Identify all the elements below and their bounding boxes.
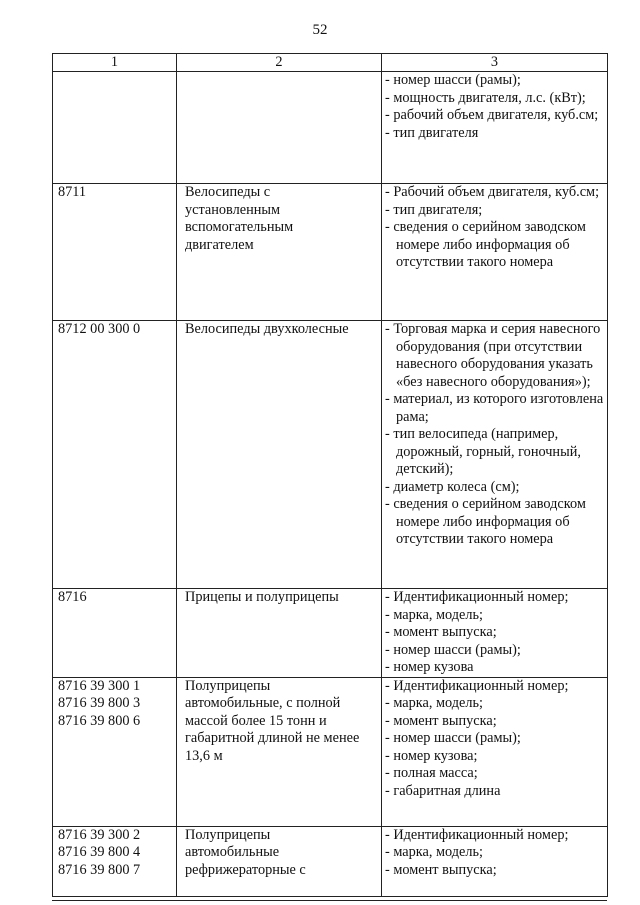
required-info-item: - номер шасси (рамы); (385, 641, 521, 658)
required-info-cell (382, 72, 608, 184)
required-info-item: - полная масса; (385, 765, 478, 781)
table-row (53, 826, 608, 896)
table-row (53, 589, 608, 678)
required-info-item: - габаритная длина (385, 782, 501, 799)
hs-code-cell (53, 184, 177, 321)
goods-name-line: двигателем (185, 236, 254, 253)
required-info-item: - момент выпуска; (385, 712, 497, 729)
table-row (53, 677, 608, 826)
required-info-item: - марка, модель; (385, 606, 484, 623)
goods-name-line: 13,6 м (185, 747, 223, 764)
goods-name-line: Прицепы и полуприцепы (185, 589, 339, 605)
goods-name-cell (177, 589, 382, 678)
goods-name-line: автомобильные, с полной (185, 695, 341, 711)
hs-code: 8716 39 300 1 (58, 677, 141, 694)
required-info-item: - марка, модель; (385, 695, 484, 711)
goods-name-line: габаритной длиной не менее (185, 730, 360, 746)
page-number: 52 (312, 22, 328, 38)
hs-code-cell (53, 826, 177, 896)
required-info-item: - номер шасси (рамы); (385, 72, 521, 88)
goods-name-line: установленным (185, 201, 281, 218)
required-info-item: - материал, из которого изготовлена рама; (385, 391, 604, 425)
hs-code-cell (53, 589, 177, 678)
hs-code: 8716 39 800 4 (58, 844, 141, 860)
goods-name-line: Полуприцепы (185, 677, 271, 694)
hs-code: 8716 (58, 589, 87, 605)
goods-name-cell (177, 321, 382, 589)
header-col-3: 3 (382, 54, 608, 72)
goods-name-cell (177, 677, 382, 826)
required-info-item: - Рабочий объем двигателя, куб.см; (385, 184, 600, 200)
table-row (53, 184, 608, 321)
required-info-item: - сведения о серийном заводском номере либо информация об отсутствии такого номера (385, 219, 586, 270)
required-info-item: - номер шасси (рамы); (385, 730, 521, 746)
goods-name-line: рефрижераторные с (185, 861, 306, 878)
required-info-cell (382, 589, 608, 678)
required-info-item: - тип двигателя (385, 124, 479, 141)
required-info-item: - Идентификационный номер; (385, 677, 569, 694)
table-row (53, 72, 608, 184)
required-info-item: - Идентификационный номер; (385, 589, 569, 605)
hs-code: 8711 (58, 184, 87, 200)
required-info-item: - номер кузова (385, 659, 474, 675)
hs-code-cell (53, 677, 177, 826)
required-info-item: - тип двигателя; (385, 201, 483, 218)
required-info-item: - сведения о серийном заводском номере либо информация об отсутствии такого номера (385, 496, 586, 547)
hs-code-cell (53, 72, 177, 184)
required-info-item: - Торговая марка и серия навесного оборудования (при отсутствии навесного оборудования указать «без навесного оборудования»); (385, 321, 601, 390)
hs-code: 8716 39 300 2 (58, 826, 141, 843)
required-info-cell (382, 321, 608, 589)
goods-name-line: Велосипеды двухколесные (185, 321, 349, 337)
required-info-item: - диаметр колеса (см); (385, 478, 520, 495)
required-info-cell (382, 184, 608, 321)
goods-name-cell (177, 72, 382, 184)
goods-name-line: Полуприцепы (185, 826, 271, 843)
table-header-row (53, 54, 608, 72)
required-info-item: - рабочий объем двигателя, куб.см; (385, 107, 599, 123)
required-info-item: - момент выпуска; (385, 861, 497, 878)
goods-name-line: массой более 15 тонн и (185, 712, 327, 729)
required-info-cell (382, 826, 608, 896)
goods-name-cell (177, 184, 382, 321)
required-info-item: - марка, модель; (385, 844, 484, 860)
required-info-item: - мощность двигателя, л.с. (кВт); (385, 89, 586, 106)
goods-name-line: Велосипеды с (185, 184, 271, 200)
hs-code: 8716 39 800 3 (58, 695, 141, 711)
header-col-2: 2 (177, 54, 382, 72)
required-info-item: - Идентификационный номер; (385, 826, 569, 843)
hs-code: 8716 39 800 7 (58, 861, 141, 878)
goods-table (52, 53, 608, 897)
required-info-cell (382, 677, 608, 826)
header-col-1: 1 (53, 54, 177, 72)
required-info-item: - номер кузова; (385, 747, 478, 764)
hs-code: 8716 39 800 6 (58, 712, 141, 729)
table-row (53, 321, 608, 589)
table-bottom-edge (52, 900, 607, 901)
hs-code: 8712 00 300 0 (58, 321, 141, 337)
hs-code-cell (53, 321, 177, 589)
goods-name-line: вспомогательным (185, 219, 294, 235)
goods-name-cell (177, 826, 382, 896)
goods-name-line: автомобильные (185, 844, 280, 860)
required-info-item: - момент выпуска; (385, 624, 497, 640)
required-info-item: - тип велосипеда (например, дорожный, горный, гоночный, детский); (385, 426, 581, 477)
